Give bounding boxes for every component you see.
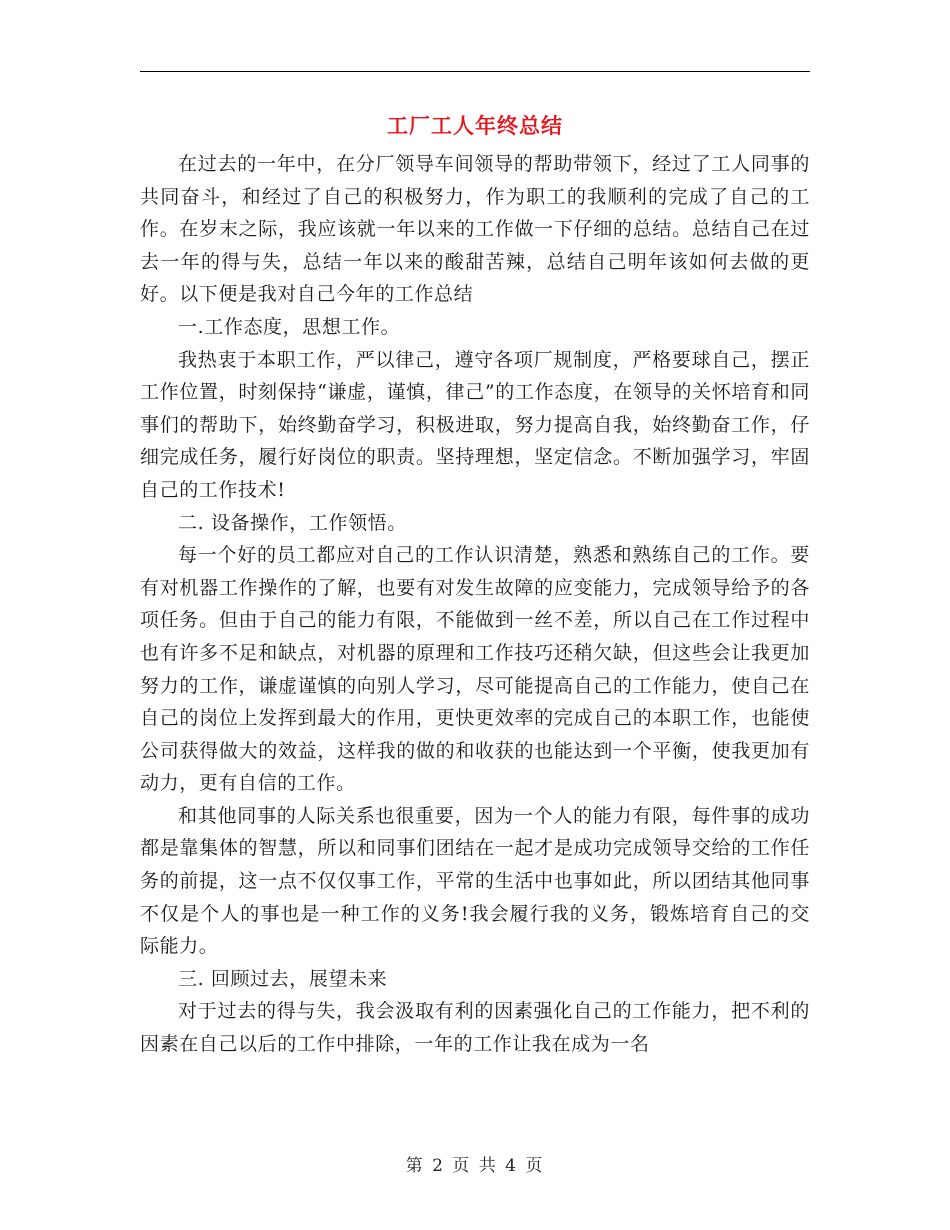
document-title: 工厂工人年终总结 <box>387 114 563 138</box>
page-label-mid: 页 共 <box>452 1156 498 1176</box>
paragraph-intro: 在过去的一年中，在分厂领导车间领导的帮助带领下，经过了工人同事的共同奋斗，和经过了自己的积极努力，作为职工的我顺利的完成了自己的工作。在岁末之际，我应该就一年以来的工作做一下仔细的总结。总结自己在过去一年的得与失，总结一年以来的酸甜苦辣，总结自己明年该如何去做的更好。以下便是我对自己今年的工作总结 <box>140 153 810 306</box>
total-pages-number: 4 <box>505 1156 518 1176</box>
paragraph-section-3: 对于过去的得与失，我会汲取有利的因素强化自己的工作能力，把不利的因素在自己以后的工作中排除，一年的工作让我在成为一名 <box>140 1000 810 1056</box>
page-label-suffix: 页 <box>525 1156 545 1176</box>
header-rule <box>140 71 810 72</box>
section-heading-3: 三. 回顾过去，展望未来 <box>178 967 388 990</box>
paragraph-section-2b: 和其他同事的人际关系也很重要，因为一个人的能力有限，每件事的成功都是靠集体的智慧，所以和同事们团结在一起才是成功完成领导交给的工作任务的前提，这一点不仅仅事工作，平常的生活中也事如此，所以团结其他同事不仅是个人的事也是一种工作的义务!我会履行我的义务，锻炼培育自己的交际能力。 <box>140 804 810 958</box>
section-heading-2: 二. 设备操作，工作领悟。 <box>178 511 407 534</box>
current-page-number: 2 <box>432 1156 445 1176</box>
paragraph-section-1: 我热衷于本职工作，严以律己，遵守各项厂规制度，严格要球自己，摆正工作位置，时刻保持“谦虚，谨慎，律己”的工作态度，在领导的关怀培育和同事们的帮助下，始终勤奋学习，积极进取，努力提高自我，始终勤奋工作，仔细完成任务，履行好岗位的职责。坚持理想，坚定信念。不断加强学习，牢固自己的工作技术! <box>140 348 810 501</box>
page-label-prefix: 第 <box>405 1156 425 1176</box>
page-footer <box>0 1154 950 1178</box>
section-heading-1: 一.工作态度，思想工作。 <box>178 315 401 338</box>
document-body <box>140 148 810 1061</box>
paragraph-section-2: 每一个好的员工都应对自己的工作认识清楚，熟悉和熟练自己的工作。要有对机器工作操作的了解，也要有对发生故障的应变能力，完成领导给予的各项任务。但由于自己的能力有限，不能做到一丝不差，所以自己在工作过程中也有许多不足和缺点，对机器的原理和工作技巧还稍欠缺，但这些会让我更加努力的工作，谦虚谨慎的向别人学习，尽可能提高自己的工作能力，使自己在自己的岗位上发挥到最大的作用，更快更效率的完成自己的本职工作，也能使公司获得做大的效益，这样我的做的和收获的也能达到一个平衡，使我更加有动力，更有自信的工作。 <box>140 544 810 795</box>
